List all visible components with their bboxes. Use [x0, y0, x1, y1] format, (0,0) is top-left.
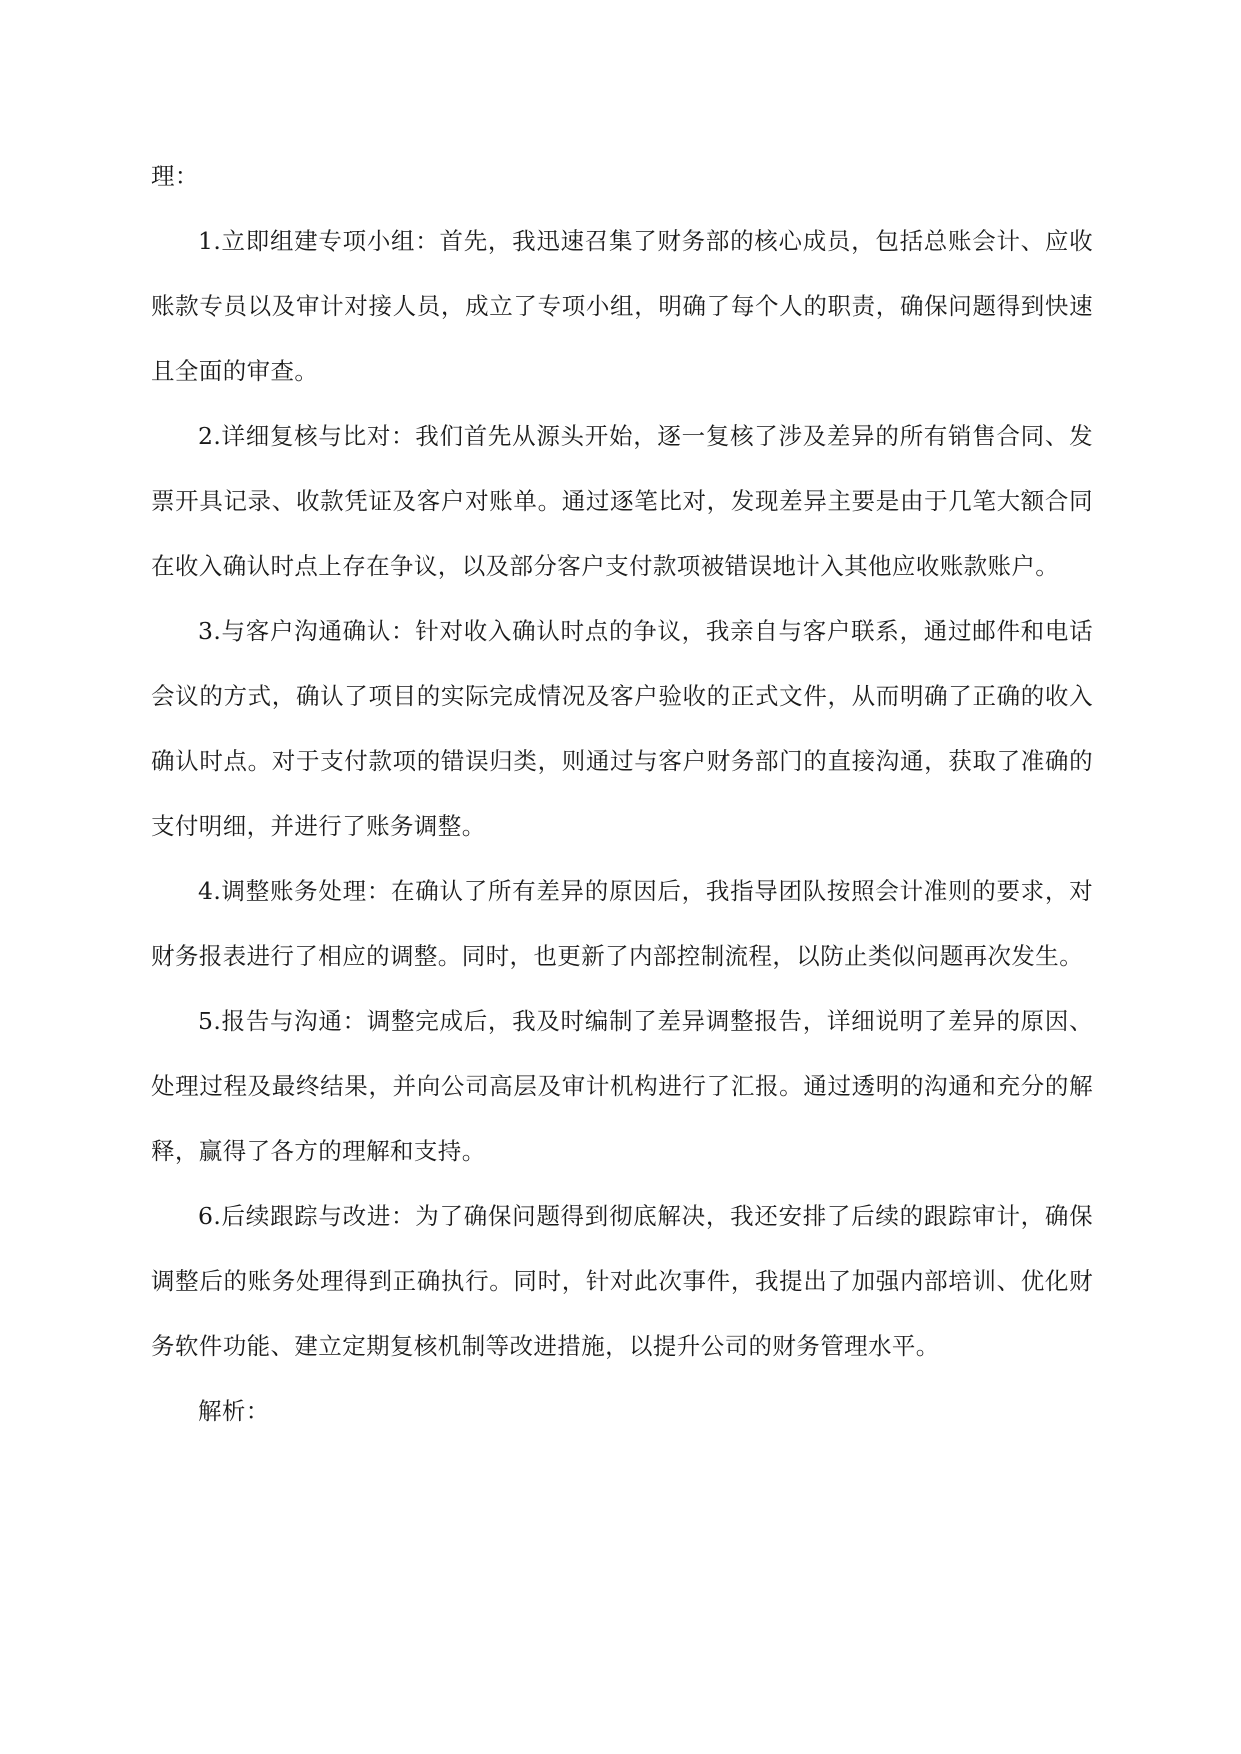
step-5-paragraph: 5.报告与沟通：调整完成后，我及时编制了差异调整报告，详细说明了差异的原因、处理过程及最终结果，并向公司高层及审计机构进行了汇报。通过透明的沟通和充分的解释，赢得了各方的理解和支持。: [151, 1007, 1093, 1165]
step-1-paragraph: 1.立即组建专项小组：首先，我迅速召集了财务部的核心成员，包括总账会计、应收账款专员以及审计对接人员，成立了专项小组，明确了每个人的职责，确保问题得到快速且全面的审查。: [151, 227, 1093, 385]
step-4-paragraph: 4.调整账务处理：在确认了所有差异的原因后，我指导团队按照会计准则的要求，对财务报表进行了相应的调整。同时，也更新了内部控制流程，以防止类似问题再次发生。: [151, 877, 1093, 970]
step-2-paragraph: 2.详细复核与比对：我们首先从源头开始，逐一复核了涉及差异的所有销售合同、发票开具记录、收款凭证及客户对账单。通过逐笔比对，发现差异主要是由于几笔大额合同在收入确认时点上存在争议，以及部分客户支付款项被错误地计入其他应收账款账户。: [151, 422, 1093, 580]
analysis-heading: 解析：: [198, 1397, 270, 1425]
document-body: [151, 144, 1093, 1444]
continuation-line: 理：: [151, 162, 199, 190]
step-3-paragraph: 3.与客户沟通确认：针对收入确认时点的争议，我亲自与客户联系，通过邮件和电话会议的方式，确认了项目的实际完成情况及客户验收的正式文件，从而明确了正确的收入确认时点。对于支付款项的错误归类，则通过与客户财务部门的直接沟通，获取了准确的支付明细，并进行了账务调整。: [151, 617, 1093, 840]
step-6-paragraph: 6.后续跟踪与改进：为了确保问题得到彻底解决，我还安排了后续的跟踪审计，确保调整后的账务处理得到正确执行。同时，针对此次事件，我提出了加强内部培训、优化财务软件功能、建立定期复核机制等改进措施，以提升公司的财务管理水平。: [151, 1202, 1093, 1360]
